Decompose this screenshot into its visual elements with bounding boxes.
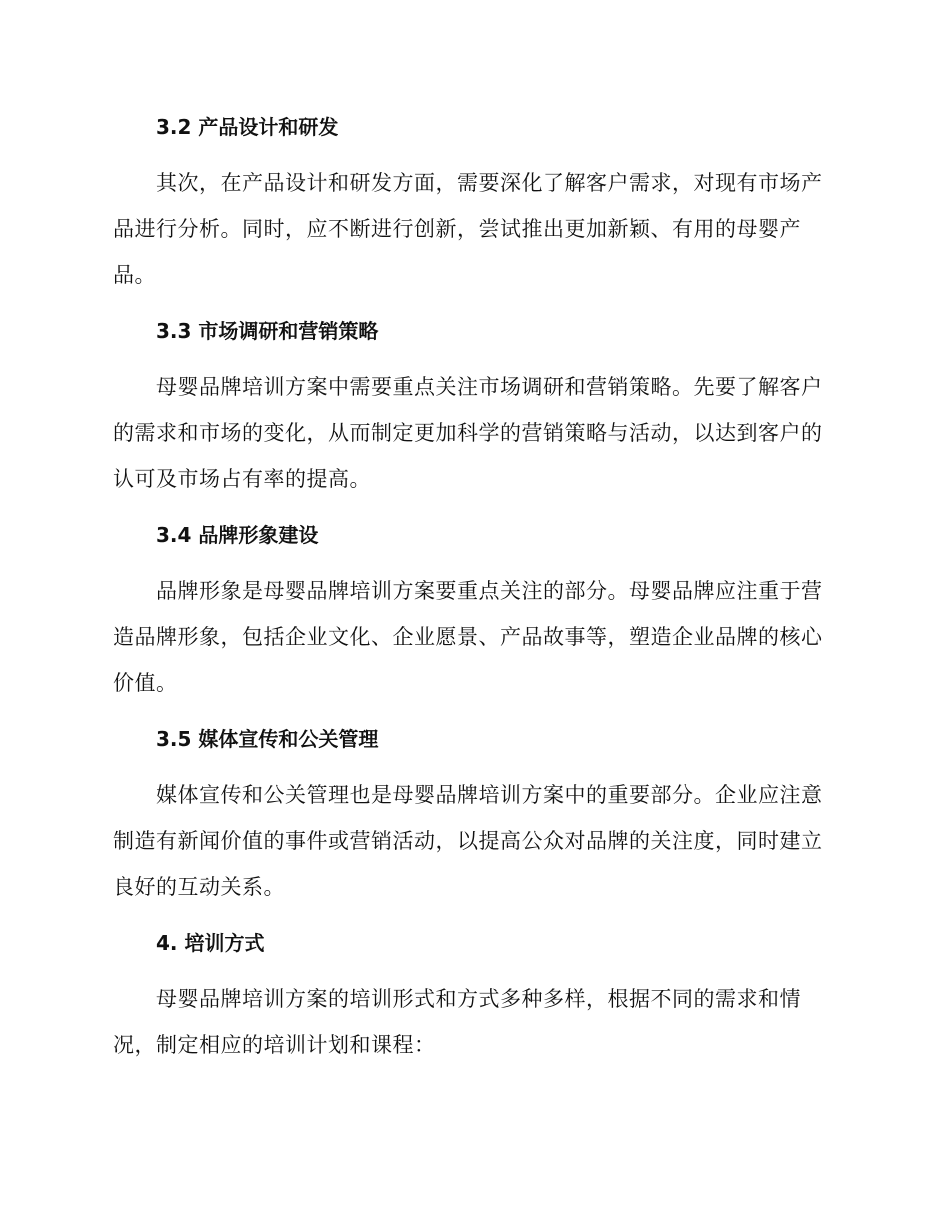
section-paragraph-3-3: 母婴品牌培训方案中需要重点关注市场调研和营销策略。先要了解客户的需求和市场的变化，从而制定更加科学的营销策略与活动，以达到客户的认可及市场占有率的提高。	[113, 375, 823, 491]
document-body	[113, 108, 833, 1082]
section-paragraph-3-5: 媒体宣传和公关管理也是母婴品牌培训方案中的重要部分。企业应注意制造有新闻价值的事件或营销活动，以提高公众对品牌的关注度，同时建立良好的互动关系。	[113, 783, 823, 899]
section-heading-3-5: 3.5 媒体宣传和公关管理	[156, 727, 379, 751]
section-heading-3-3: 3.3 市场调研和营销策略	[156, 319, 379, 343]
section-heading-3-2: 3.2 产品设计和研发	[156, 115, 339, 139]
section-heading-3-4: 3.4 品牌形象建设	[156, 523, 319, 547]
section-paragraph-3-2: 其次，在产品设计和研发方面，需要深化了解客户需求，对现有市场产品进行分析。同时，应不断进行创新，尝试推出更加新颖、有用的母婴产品。	[113, 171, 823, 287]
section-heading-4: 4. 培训方式	[156, 931, 265, 955]
section-paragraph-4: 母婴品牌培训方案的培训形式和方式多种多样，根据不同的需求和情况，制定相应的培训计划和课程：	[113, 987, 801, 1057]
section-paragraph-3-4: 品牌形象是母婴品牌培训方案要重点关注的部分。母婴品牌应注重于营造品牌形象，包括企业文化、企业愿景、产品故事等，塑造企业品牌的核心价值。	[113, 579, 823, 695]
